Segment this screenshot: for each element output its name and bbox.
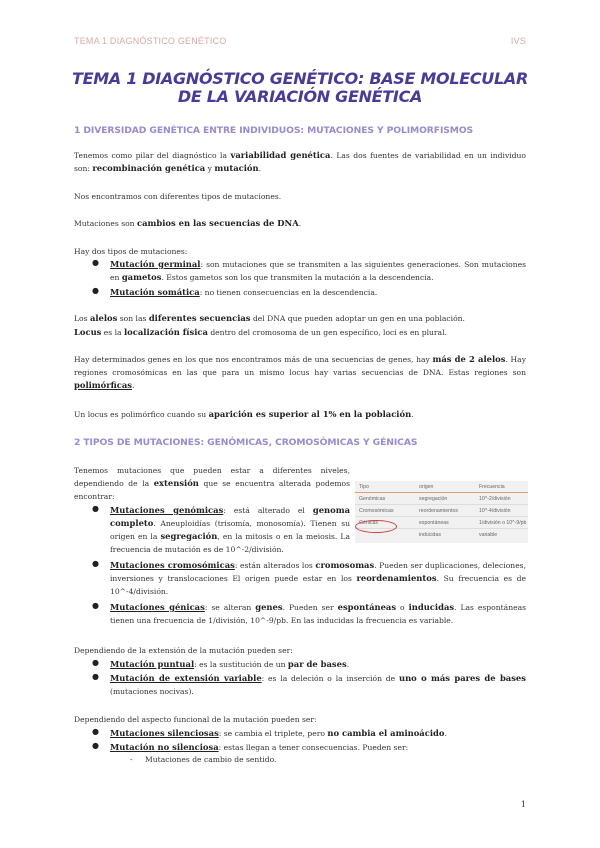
bullet-icon: ● xyxy=(92,727,99,736)
paragraph-polymorphic-locus: Un locus es polimórfico cuando su aparición es superior al 1% en la población. xyxy=(74,409,414,419)
paragraph-functional: Dependiendo del aspecto funcional de la mutación pueden ser: xyxy=(74,715,317,724)
bullet-icon: ● xyxy=(92,672,99,681)
list-item-genomic: Mutaciones genómicas: está alterado el genoma completo. Aneuploidías (trisomía, monosomía). Tienen su origen en la segregación, en la mitosis o en la meiosis. La frecuencia de mutación es de 10^-2/división. xyxy=(110,505,351,554)
table-row: Génicas espontáneas 1/división o 10^-9/pb xyxy=(355,517,528,529)
paragraph-alleles: Los alelos son las diferentes secuencias del DNA que pueden adoptar un gen en una población. xyxy=(74,313,465,323)
list-item-germinal: Mutación germinal: son mutaciones que se transmiten a las siguientes generaciones. Son mutaciones en gametos. Estos gametos son los que transmiten la mutación a la descendencia. xyxy=(110,259,526,282)
title-line-1: TEMA 1 DIAGNÓSTICO GENÉTICO: BASE MOLECULAR xyxy=(71,69,528,88)
mutation-types-table xyxy=(355,481,528,543)
paragraph-variability: Tenemos como pilar del diagnóstico la variabilidad genética. Las dos fuentes de variabilidad en un individuo son: recombinación genética y mutación. xyxy=(74,150,526,173)
title-line-2: DE LA VARIACIÓN GENÉTICA xyxy=(177,87,423,106)
section-heading-1: 1 DIVERSIDAD GENÉTICA ENTRE INDIVIDUOS: MUTACIONES Y POLIMORFISMOS xyxy=(74,125,474,136)
bullet-icon: ● xyxy=(92,258,99,267)
paragraph-locus: Locus es la localización física dentro del cromosoma de un gen específico, loci es en plural. xyxy=(74,327,447,337)
table-header-row: Tipo origen Frecuencia xyxy=(355,481,528,493)
list-item-variable-extension: Mutación de extensión variable: es la deleción o la inserción de uno o más pares de bases (mutaciones nocivas). xyxy=(110,673,526,696)
bullet-icon: ● xyxy=(92,559,99,568)
header-title: TEMA 1 DIAGNÓSTICO GENÉTICO xyxy=(74,36,227,46)
table-row: Genómicas segregación 10^-2/división xyxy=(355,493,528,505)
header-initials: IVS xyxy=(510,36,526,46)
list-item-non-silent: Mutación no silenciosa: estas llegan a tener consecuencias. Pueden ser: xyxy=(110,742,409,752)
highlight-circle xyxy=(355,520,397,533)
bullet-icon: ● xyxy=(92,286,99,295)
list-item-point-mutation: Mutación puntual: es la sustitución de un par de bases. xyxy=(110,659,350,669)
bullet-icon: ● xyxy=(92,504,99,513)
page-header xyxy=(74,36,526,46)
list-item-chromosomal: Mutaciones cromosómicas: están alterados los cromosomas. Pueden ser duplicaciones, deleciones, inversiones y translocaciones El origen puede estar en los reordenamientos. Su frecuencia es de 10^-4/división. xyxy=(110,560,526,596)
sub-item-missense: Mutaciones de cambio de sentido. xyxy=(145,755,277,764)
section-heading-2: 2 TIPOS DE MUTACIONES: GENÓMICAS, CROMOSÓMICAS Y GÉNICAS xyxy=(74,437,418,448)
table-row: Cromosómicas reordenamientos 10^-4/división xyxy=(355,505,528,517)
paragraph-mutation-definition: Mutaciones son cambios en las secuencias de DNA. xyxy=(74,218,302,228)
bullet-icon: ● xyxy=(92,658,99,667)
bullet-icon: ● xyxy=(92,741,99,750)
paragraph-types-intro: Nos encontramos con diferentes tipos de mutaciones. xyxy=(74,192,282,201)
page-title xyxy=(60,70,540,106)
table-row: inducidas variable xyxy=(419,532,498,538)
paragraph-two-types: Hay dos tipos de mutaciones: xyxy=(74,247,188,256)
page-number: 1 xyxy=(520,800,526,809)
paragraph-levels: Tenemos mutaciones que pueden estar a diferentes niveles, dependiendo de la extensión que se encuentra alterada podemos encontrar: xyxy=(74,466,350,501)
list-item-genic: Mutaciones génicas: se alteran genes. Pueden ser espontáneas o inducidas. Las espontáneas tienen una frecuencia de 1/división, 10^-9/pb. En las inducidas la frecuencia es variable. xyxy=(110,602,527,625)
paragraph-extension: Dependiendo de la extensión de la mutación pueden ser: xyxy=(74,646,293,655)
list-item-silent: Mutaciones silenciosas: se cambia el triplete, pero no cambia el aminoácido. xyxy=(110,728,447,738)
bullet-icon: ● xyxy=(92,601,99,610)
list-item-somatic: Mutación somática: no tienen consecuencias en la descendencia. xyxy=(110,287,378,297)
paragraph-polymorphic-regions: Hay determinados genes en los que nos encontramos más de una secuencias de genes, hay más de 2 alelos. Hay regiones cromosómicas en las que para un mismo locus hay varias secuencias de DNA. Estas regiones son polimórficas. xyxy=(74,354,526,390)
dash-icon: - xyxy=(130,755,133,764)
